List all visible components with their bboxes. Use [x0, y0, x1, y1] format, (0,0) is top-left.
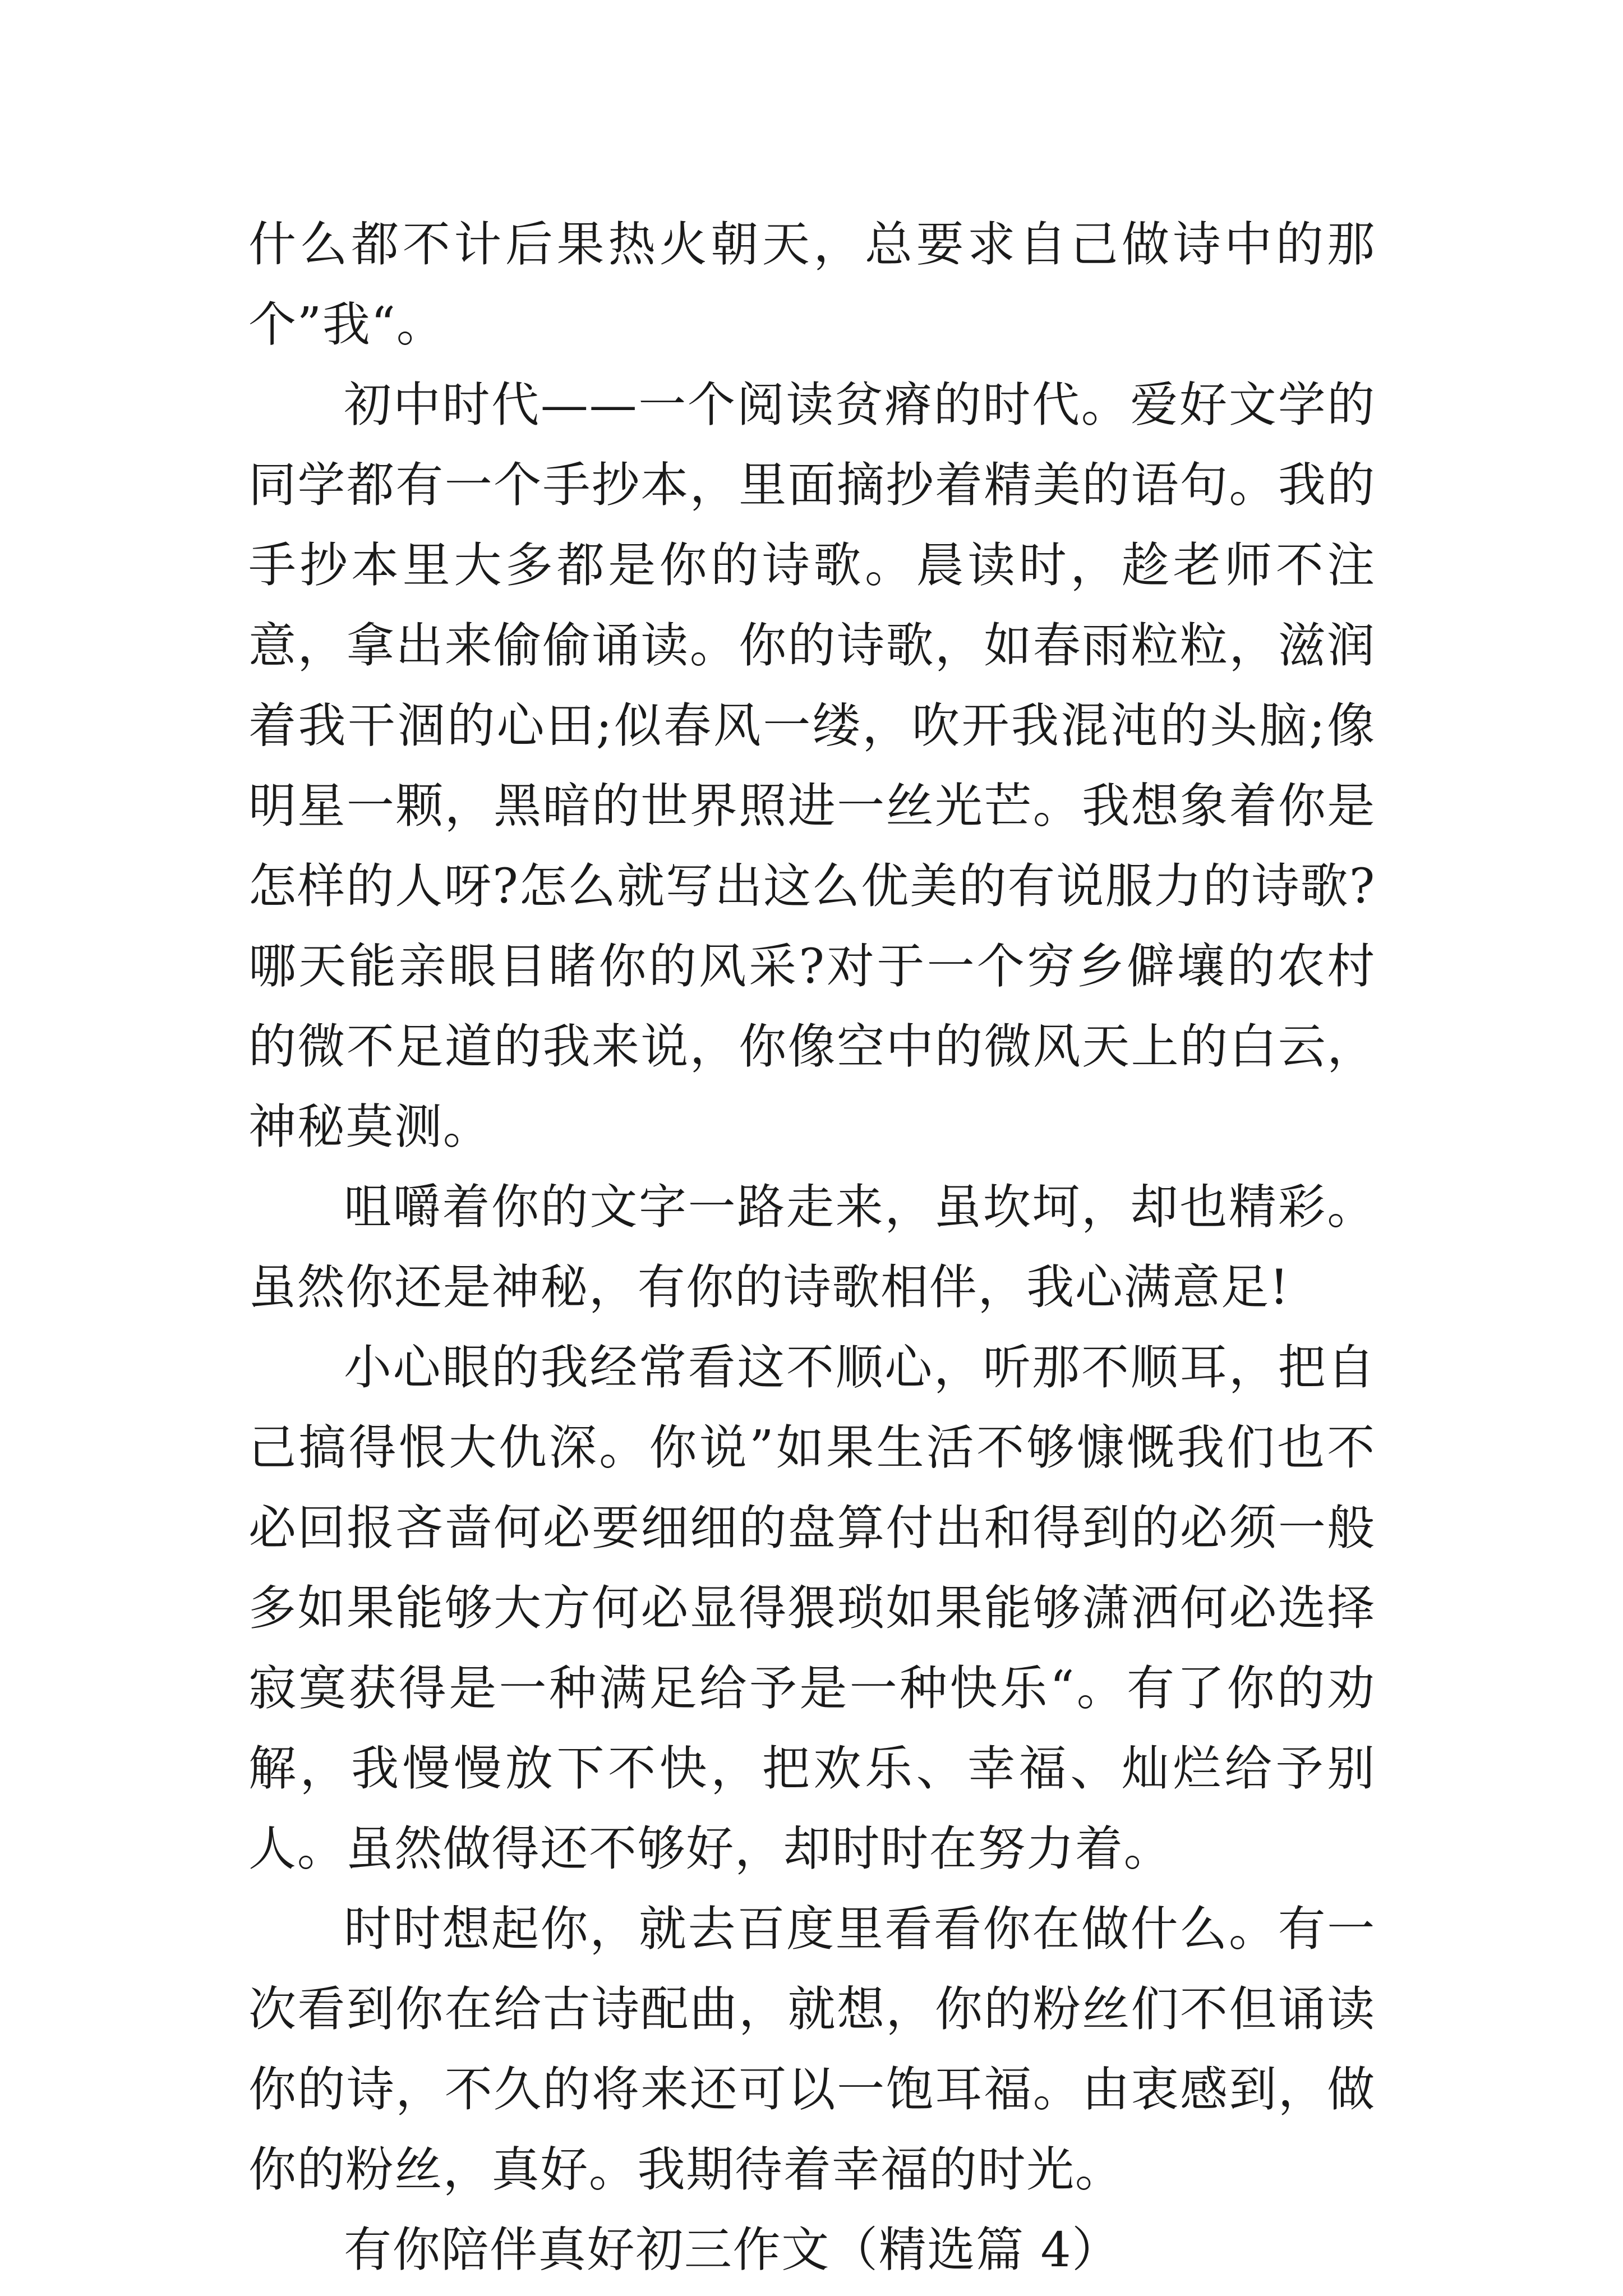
section-heading: 有你陪伴真好初三作文（精选篇 4） [344, 2223, 1121, 2278]
paragraph-chewing-words: 咀嚼着你的文字一路走来，虽坎坷，却也精彩。虽然你还是神秘，有你的诗歌相伴，我心满意足! [248, 1180, 1376, 1315]
paragraph-thinking-of-you: 时时想起你，就去百度里看看你在做什么。有一次看到你在给古诗配曲，就想，你的粉丝们不但诵读你的诗，不久的将来还可以一饱耳福。由衷感到，做你的粉丝，真好。我期待着幸福的时光。 [248, 1902, 1376, 2198]
paragraph-reading-era: 初中时代——一个阅读贫瘠的时代。爱好文学的同学都有一个手抄本，里面摘抄着精美的语句。我的手抄本里大多都是你的诗歌。晨读时，趁老师不注意，拿出来偷偷诵读。你的诗歌，如春雨粒粒，滋润着我干涸的心田;似春风一缕，吹开我混沌的头脑;像明星一颗，黑暗的世界照进一丝光芒。我想象着你是怎样的人呀?怎么就写出这么优美的有说服力的诗歌?哪天能亲眼目睹你的风采?对于一个穷乡僻壤的农村的微不足道的我来说，你像空中的微风天上的白云，神秘莫测。 [248, 378, 1376, 1155]
paragraph-continuation: 什么都不计后果热火朝天，总要求自己做诗中的那个”我“。 [248, 217, 1376, 353]
document-body [248, 205, 1376, 2290]
paragraph-narrow-minded: 小心眼的我经常看这不顺心，听那不顺耳，把自己搞得恨大仇深。你说”如果生活不够慷慨我们也不必回报吝啬何必要细细的盘算付出和得到的必须一般多如果能够大方何必显得猥琐如果能够潇洒何必选择寂寞获得是一种满足给予是一种快乐“。有了你的劝解，我慢慢放下不快，把欢乐、幸福、灿烂给予别人。虽然做得还不够好，却时时在努力着。 [248, 1340, 1376, 1877]
